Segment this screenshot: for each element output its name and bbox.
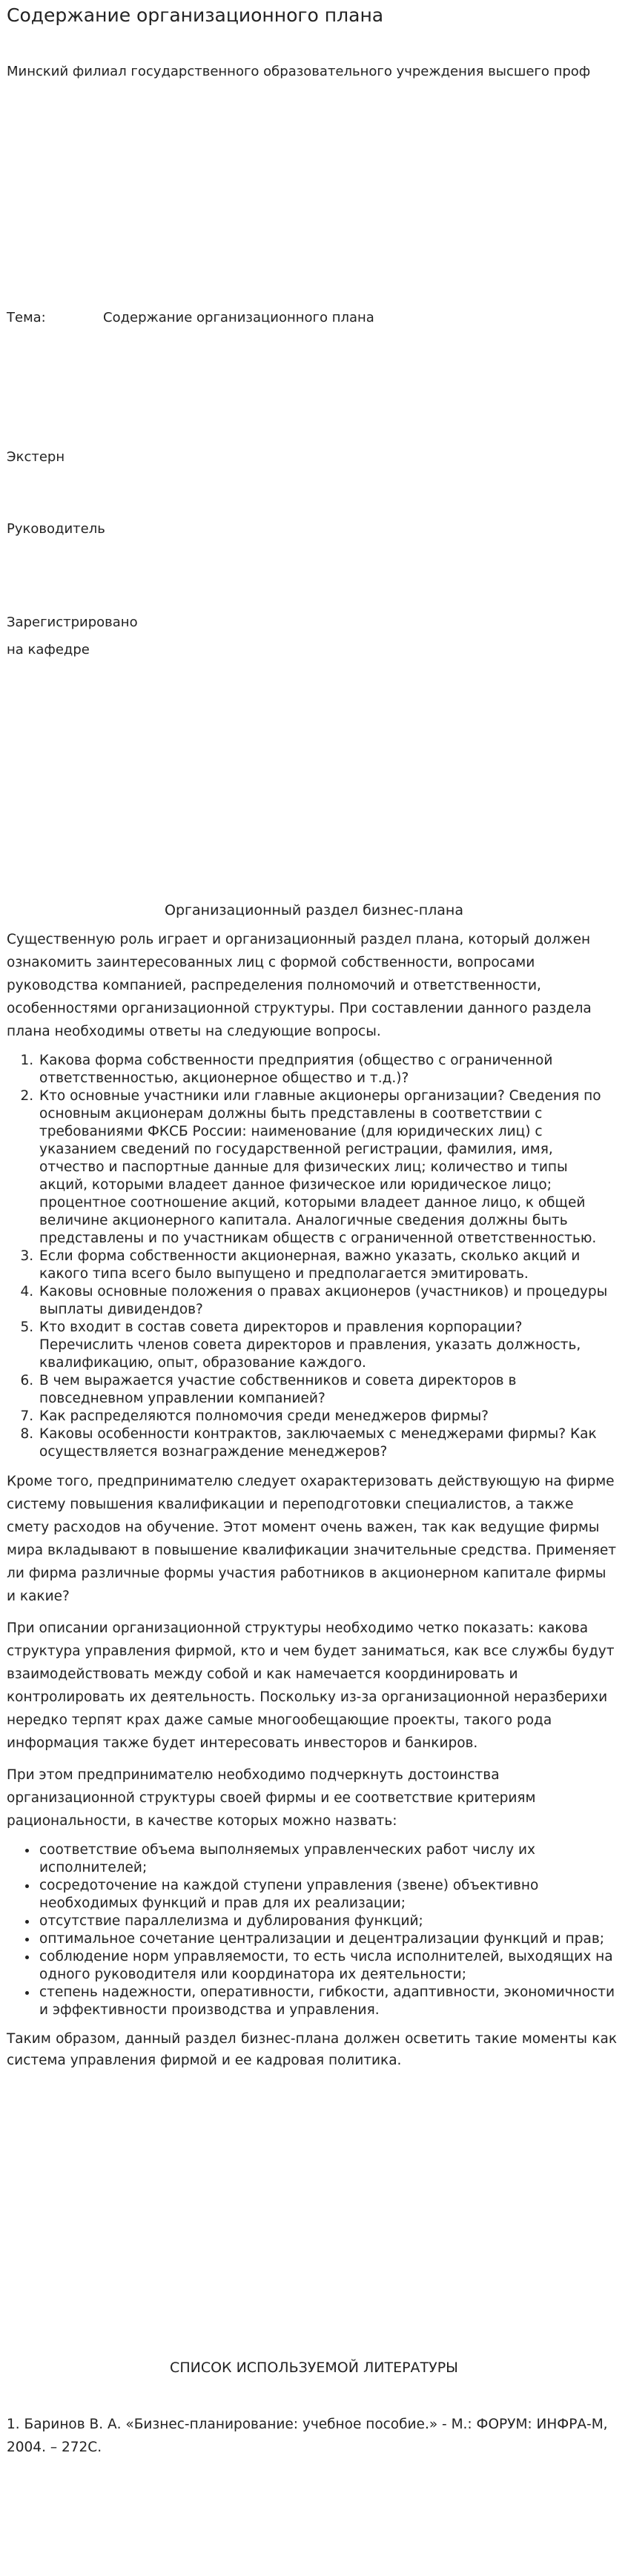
list-item: 5. Кто входит в состав совета директоров и правления корпорации? Перечислить членов совета директоров и правления, указать должность, квалификацию, опыт, образование каждого. — [38, 1319, 617, 1372]
list-item: 3. Если форма собственности акционерная, важно указать, сколько акций и какого типа всего было выпущено и предполагается эмитировать. — [38, 1248, 617, 1283]
registered-label: Зарегистрировано — [7, 615, 138, 630]
list-item: • отсутствие параллелизма и дублирования функций; — [38, 1913, 617, 1930]
intro-paragraph: Существенную роль играет и организационный раздел плана, который должен ознакомить заинтересованных лиц с формой собственности, вопросами руководства компанией, распределения полномочий и ответственности, особенностями организационной структуры. При составлении данного раздела плана необходимы ответы на следующие вопросы. — [7, 932, 592, 1039]
list-item: 6. В чем выражается участие собственников и совета директоров в повседневном управлении компанией? — [38, 1372, 617, 1408]
list-item: • соблюдение норм управляемости, то есть числа исполнителей, выходящих на одного руководителя или координатора их деятельности; — [38, 1948, 617, 1984]
list-item: • соответствие объема выполняемых управленческих работ числу их исполнителей; — [38, 1841, 617, 1877]
department-label: на кафедре — [7, 642, 90, 658]
questions-list — [7, 1052, 617, 1461]
criteria-paragraph: При этом предпринимателю необходимо подчеркнуть достоинства организационной структуры своей фирмы и ее соответствие критериям рациональности, в качестве которых можно назвать: — [7, 1767, 536, 1829]
list-item: • степень надежности, оперативности, гибкости, адаптивности, экономичности и эффективности производства и управления. — [38, 1984, 617, 2019]
list-item: 2. Кто основные участники или главные акционеры организации? Сведения по основным акционерам должны быть представлены в соответствии с требованиями ФКСБ России: наименование (для юридических лиц) с указанием сведений по государственной регистрации, фамилия, имя, отчество и паспортные данные для физических лиц; количество и типы акций, которыми владеет данное физическое или юридическое лицо; процентное соотношение акций, которыми владеет данное лицо, к общей величине акционерного капитала. Аналогичные сведения должны быть представлены и по участникам обществ с ограниченной ответственностью. — [38, 1087, 617, 1248]
topic-value: Содержание организационного плана — [103, 310, 374, 325]
section-heading: Организационный раздел бизнес-плана — [165, 902, 463, 918]
criteria-list — [7, 1841, 617, 2019]
literature-item: 1. Баринов В. А. «Бизнес-планирование: учебное пособие.» - М.: ФОРУМ: ИНФРА-М, 2004. – 272С. — [7, 2417, 608, 2455]
list-item: 1. Какова форма собственности предприятия (общество с ограниченной ответственностью, акционерное общество и т.д.)? — [38, 1052, 617, 1087]
list-item: • оптимальное сочетание централизации и децентрализации функций и прав; — [38, 1930, 617, 1948]
page-title: Содержание организационного плана — [7, 4, 384, 26]
literature-heading: СПИСОК ИСПОЛЬЗУЕМОЙ ЛИТЕРАТУРЫ — [170, 2360, 458, 2376]
training-paragraph: Кроме того, предпринимателю следует охарактеризовать действующую на фирме систему повышения квалификации и переподготовки специалистов, а также смету расходов на обучение. Этот момент очень важен, так как ведущие фирмы мира вкладывают в повышение квалификации значительные средства. Применяет ли фирма различные формы участия работников в акционерном капитале фирмы и какие? — [7, 1474, 617, 1604]
topic-row — [7, 310, 374, 325]
list-item: 8. Каковы особенности контрактов, заключаемых с менеджерами фирмы? Как осуществляется вознаграждение менеджеров? — [38, 1426, 617, 1461]
organization-name: Минский филиал государственного образовательного учреждения высшего проф — [7, 64, 591, 79]
extern-label: Экстерн — [7, 449, 65, 465]
section-content — [7, 928, 617, 2080]
supervisor-label: Руководитель — [7, 521, 105, 537]
topic-label: Тема: — [7, 310, 46, 325]
list-item: 4. Каковы основные положения о правах акционеров (участников) и процедуры выплаты дивидендов? — [38, 1283, 617, 1319]
list-item: • сосредоточение на каждой ступени управления (звене) объективно необходимых функций и прав для их реализации; — [38, 1877, 617, 1913]
structure-paragraph: При описании организационной структуры необходимо четко показать: какова структура управления фирмой, кто и чем будет заниматься, как все службы будут взаимодействовать между собой и как намечается координировать и контролировать их деятельность. Поскольку из-за организационной неразберихи нередко терпят крах даже самые многообещающие проекты, такого рода информация также будет интересовать инвесторов и банкиров. — [7, 1620, 615, 1751]
conclusion-paragraph: Таким образом, данный раздел бизнес-плана должен осветить такие моменты как система управления фирмой и ее кадровая политика. — [7, 2031, 617, 2068]
list-item: 7. Как распределяются полномочия среди менеджеров фирмы? — [38, 1408, 617, 1426]
